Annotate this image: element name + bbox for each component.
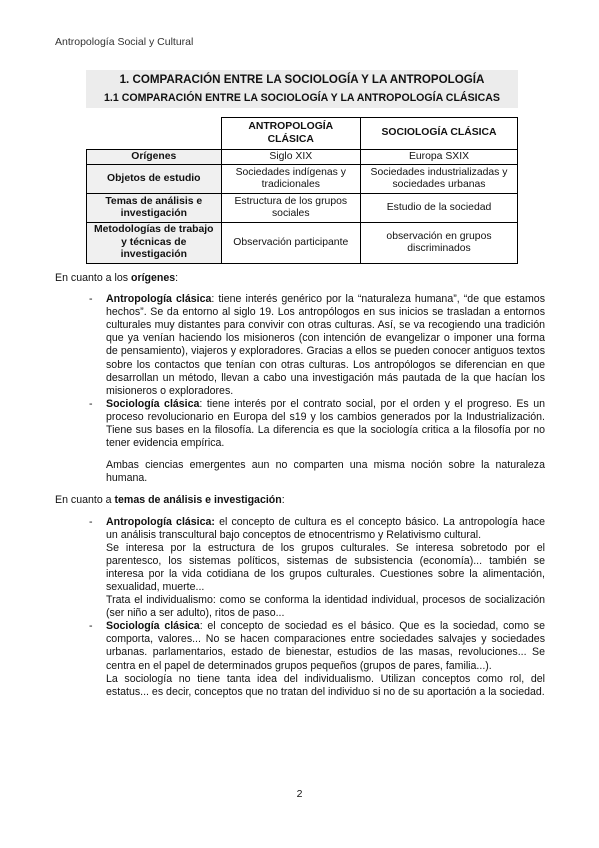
table-row [87, 194, 518, 223]
list-item [89, 398, 545, 450]
document-body [55, 272, 545, 699]
intro-text: En cuanto a los [55, 272, 131, 284]
table-row-label: Metodologías de trabajo y técnicas de investigación [87, 223, 222, 263]
section-title: 1. COMPARACIÓN ENTRE LA SOCIOLOGÍA Y LA ANTROPOLOGÍA [119, 73, 485, 86]
origins-list [55, 293, 545, 450]
table-row [87, 165, 518, 194]
item-text: : el concepto de sociedad es el básico. Que es la sociedad, como se comporta, valores... No se hacen comparaciones entre sociedades salvajes y sociedades urbanas. parlamentarios, estado de bienestar, estudios de las masas, revoluciones... Se centra en el papel de determinados grupos pequeños (grupos de pares, familia...). [106, 620, 545, 672]
comparison-table [86, 117, 518, 264]
item-text: : tiene interés por el contrato social, por el orden y el progreso. Es un proceso revolucionario en Europa del s19 y los cambios generados por la Industrialización. Tiene sus bases en la filosofía. La diferencia es que la sociología critica a la filosofía por no tener evidencia empírica. [106, 397, 545, 450]
origins-closing: Ambas ciencias emergentes aun no comparten una misma noción sobre la naturaleza humana. [106, 459, 545, 485]
intro-text: En cuanto a [55, 494, 115, 507]
themes-intro [55, 494, 545, 507]
section-subtitle: 1.1 COMPARACIÓN ENTRE LA SOCIOLOGÍA Y LA ANTROPOLOGÍA CLÁSICAS [104, 92, 500, 104]
table-header-row [87, 118, 518, 150]
item-text: : tiene interés genérico por la “naturaleza humana”, “de que estamos hechos”. Se da entorno al siglo 19. Los antropólogos en sus inicios se trasladan a entornos culturales muy distantes para convivir con otras culturas. Así, se va recogiendo una tradición que ya venían haciendo los misioneros (con intención de evangelizar o imponer una forma de pensamiento), viajeros y exploradores. Gracias a ellos se pueden conocer antiguos textos sobre los contactos que tenían con otras culturas. Los antropólogos se diferencian en que desarrollan un método, llevan a cabo una investigación más pautada de la que hacían los misioneros o exploradores. [106, 293, 545, 397]
list-item [89, 293, 545, 398]
table-cell: Observación participante [221, 223, 360, 263]
item-paragraph: La sociología no tiene tanta idea del individualismo. Utilizan conceptos como rol, del estatus... es decir, conceptos que no tratan del individuo si no de su aportación a la sociedad. [106, 672, 545, 698]
table-cell: Sociedades indígenas y tradicionales [221, 165, 360, 194]
intro-suffix: : [175, 272, 179, 284]
table-row-label: Orígenes [87, 150, 222, 165]
table-cell: Estudio de la sociedad [361, 194, 518, 223]
table-corner-cell [87, 118, 222, 150]
table-col-antropologia: ANTROPOLOGÍA CLÁSICA [221, 118, 360, 150]
table-row [87, 223, 518, 263]
list-item [89, 620, 545, 699]
table-row [87, 150, 518, 165]
item-label: Sociología clásica [106, 620, 200, 633]
table-cell: Sociedades industrializadas y sociedades urbanas [361, 165, 518, 194]
page-number: 2 [296, 788, 303, 800]
running-header: Antropología Social y Cultural [55, 36, 194, 48]
item-label: Antropología clásica: [106, 515, 215, 528]
item-text: el concepto de cultura es el concepto básico. La antropología hace un análisis transcultural bajo conceptos de etnocentrismo y Relativismo cultural. [106, 515, 545, 541]
item-paragraph: Trata el individualismo: como se conforma la identidad individual, procesos de socialización (ser niño a ser adulto), ritos de paso... [106, 594, 545, 620]
table-cell: observación en grupos discriminados [361, 223, 518, 263]
item-paragraph: Se interesa por la estructura de los grupos culturales. Se interesa sobretodo por el parentesco, los sistemas políticos, sistemas de subsistencia (economía)... también se interesa por la vida cotidiana de los grupos culturales. Cuestiones sobre la alimentación, sexualidad, muerte... [106, 541, 545, 593]
table-cell: Europa SXIX [361, 150, 518, 165]
table-cell: Estructura de los grupos sociales [221, 194, 360, 223]
origins-intro [55, 272, 545, 285]
intro-bold: orígenes [130, 272, 176, 284]
title-block [86, 70, 518, 108]
table-row-label: Temas de análisis e investigación [87, 194, 222, 223]
item-label: Antropología clásica [106, 293, 212, 306]
themes-list [55, 516, 545, 699]
table-col-sociologia: SOCIOLOGÍA CLÁSICA [361, 118, 518, 150]
table-row-label: Objetos de estudio [87, 165, 222, 194]
intro-suffix: : [281, 494, 285, 507]
item-label: Sociología clásica [106, 397, 200, 410]
intro-bold: temas de análisis e investigación [114, 494, 282, 507]
table-cell: Siglo XIX [221, 150, 360, 165]
list-item [89, 516, 545, 621]
